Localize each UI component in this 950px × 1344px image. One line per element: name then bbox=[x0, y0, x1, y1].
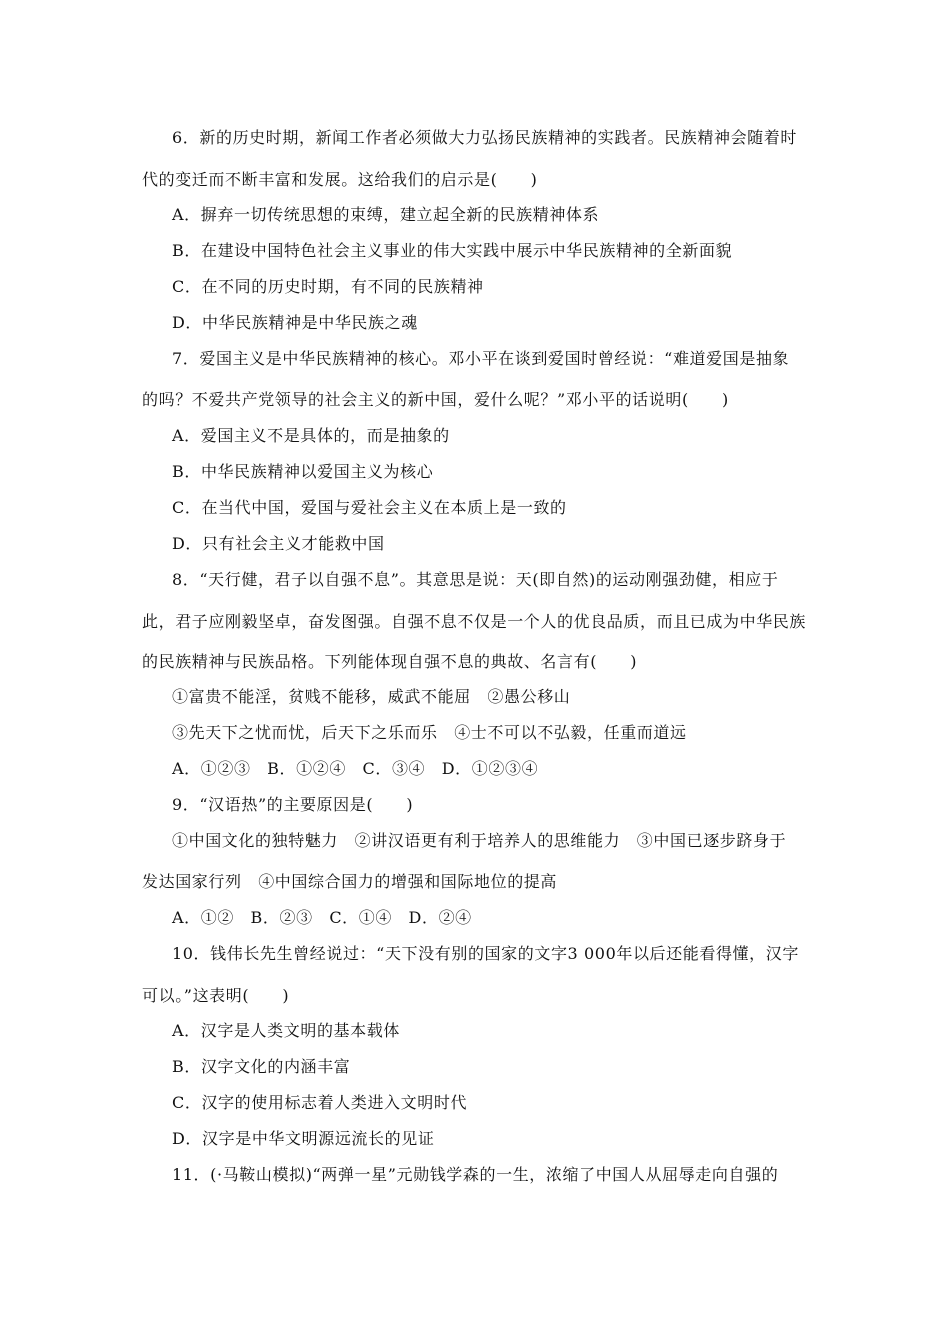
question-8-item-line-2: ③先天下之忧而忧，后天下之乐而乐 ④士不可以不弘毅，任重而道远 bbox=[172, 723, 687, 742]
question-8-stem-line-3: 的民族精神与民族品格。下列能体现自强不息的典故、名言有( ) bbox=[142, 652, 638, 671]
question-6-option-b: B．在建设中国特色社会主义事业的伟大实践中展示中华民族精神的全新面貌 bbox=[172, 241, 733, 260]
question-9-stem-line-1: 9．“汉语热”的主要原因是( ) bbox=[172, 795, 414, 814]
question-9-item-line-2: 发达国家行列 ④中国综合国力的增强和国际地位的提高 bbox=[142, 872, 558, 891]
question-8-stem-line-2: 此，君子应刚毅坚卓，奋发图强。自强不息不仅是一个人的优良品质，而且已成为中华民族 bbox=[142, 612, 807, 631]
question-8-stem-line-1: 8．“天行健，君子以自强不息”。其意思是说：天(即自然)的运动刚强劲健，相应于 bbox=[172, 570, 779, 589]
question-6-option-c: C．在不同的历史时期，有不同的民族精神 bbox=[172, 277, 484, 296]
question-9-item-line-1: ①中国文化的独特魅力 ②讲汉语更有利于培养人的思维能力 ③中国已逐步跻身于 bbox=[172, 831, 787, 850]
question-10-stem-line-1: 10．钱伟长先生曾经说过：“天下没有别的国家的文字3 000年以后还能看得懂，汉字 bbox=[172, 944, 799, 963]
question-6-option-a: A．摒弃一切传统思想的束缚，建立起全新的民族精神体系 bbox=[172, 205, 600, 224]
question-10-option-d: D．汉字是中华文明源远流长的见证 bbox=[172, 1129, 435, 1148]
question-7-stem-line-2: 的吗？不爱共产党领导的社会主义的新中国，爱什么呢？”邓小平的话说明( ) bbox=[142, 390, 729, 409]
question-10-option-b: B．汉字文化的内涵丰富 bbox=[172, 1057, 351, 1076]
question-10-option-c: C．汉字的使用标志着人类进入文明时代 bbox=[172, 1093, 468, 1112]
question-7-option-a: A．爱国主义不是具体的，而是抽象的 bbox=[172, 426, 450, 445]
question-7-stem-line-1: 7．爱国主义是中华民族精神的核心。邓小平在谈到爱国时曾经说：“难道爱国是抽象 bbox=[172, 349, 790, 368]
question-7-option-c: C．在当代中国，爱国与爱社会主义在本质上是一致的 bbox=[172, 498, 567, 517]
question-8-choices: A．①②③ B．①②④ C．③④ D．①②③④ bbox=[172, 759, 539, 778]
question-10-stem-line-2: 可以。”这表明( ) bbox=[142, 986, 290, 1005]
question-7-option-d: D．只有社会主义才能救中国 bbox=[172, 534, 385, 553]
question-9-choices: A．①② B．②③ C．①④ D．②④ bbox=[172, 908, 472, 927]
question-6-stem-line-2: 代的变迁而不断丰富和发展。这给我们的启示是( ) bbox=[142, 170, 538, 189]
question-10-option-a: A．汉字是人类文明的基本载体 bbox=[172, 1021, 400, 1040]
question-8-item-line-1: ①富贵不能淫，贫贱不能移，威武不能屈 ②愚公移山 bbox=[172, 687, 571, 706]
question-11-stem-line-1: 11．(·马鞍山模拟)“两弹一星”元勋钱学森的一生，浓缩了中国人从屈辱走向自强的 bbox=[172, 1165, 779, 1184]
question-6-stem-line-1: 6．新的历史时期，新闻工作者必须做大力弘扬民族精神的实践者。民族精神会随着时 bbox=[172, 128, 797, 147]
question-7-option-b: B．中华民族精神以爱国主义为核心 bbox=[172, 462, 434, 481]
question-6-option-d: D．中华民族精神是中华民族之魂 bbox=[172, 313, 418, 332]
